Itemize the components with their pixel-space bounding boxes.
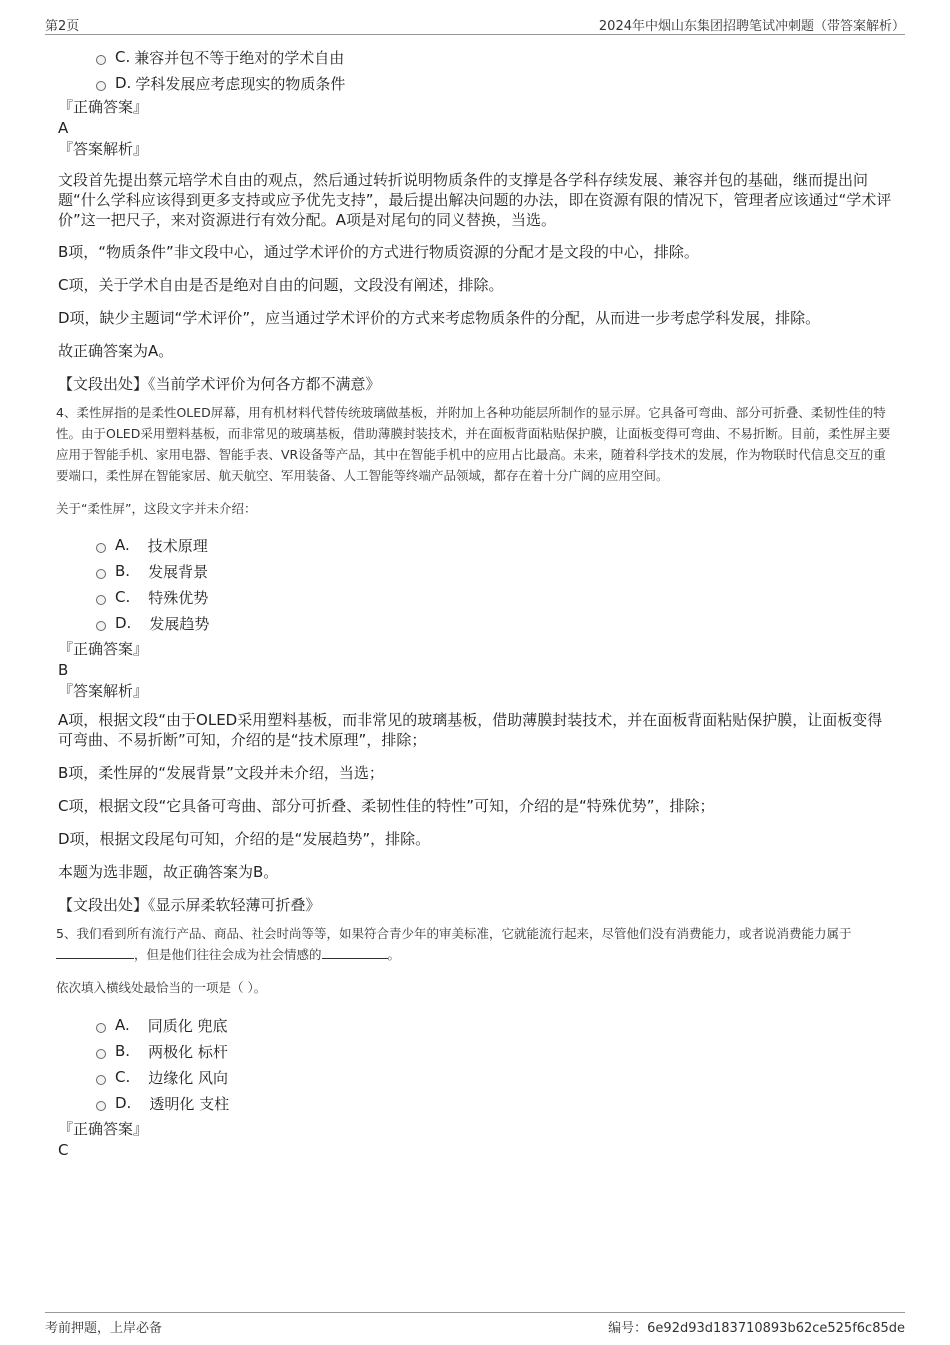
analysis-paragraph: C项，根据文段“它具备可弯曲、部分可折叠、柔韧性佳的特性”可知，介绍的是“特殊优势”，排除；	[58, 797, 715, 815]
option-b[interactable]: B. 发展背景	[96, 558, 896, 584]
option-a[interactable]: A. 技术原理	[96, 532, 896, 558]
correct-answer: A	[58, 119, 69, 137]
option-d[interactable]: D. 发展趋势	[96, 610, 896, 636]
source-citation: 【文段出处】《显示屏柔软轻薄可折叠》	[58, 896, 321, 914]
option-c[interactable]: C. 边缘化 风向	[96, 1064, 896, 1090]
option-b[interactable]: B. 两极化 标杆	[96, 1038, 896, 1064]
question-4	[56, 402, 896, 915]
radio-icon[interactable]	[96, 621, 106, 631]
analysis-paragraph: B项，柔性屏的“发展背景”文段并未介绍，当选；	[58, 764, 384, 782]
radio-icon[interactable]	[96, 543, 106, 553]
page-content	[56, 44, 896, 1160]
question-3	[56, 44, 896, 394]
option-c[interactable]: C. 兼容并包不等于绝对的学术自由	[96, 44, 896, 70]
analysis-paragraph: D项，根据文段尾句可知，介绍的是“发展趋势”，排除。	[58, 830, 431, 848]
analysis-paragraph: B项，“物质条件”非文段中心，通过学术评价的方式进行物质资源的分配才是文段的中心，排除。	[58, 243, 699, 261]
footer-slogan: 考前押题，上岸必备	[45, 1321, 163, 1336]
analysis-conclusion: 本题为选非题，故正确答案为B。	[58, 863, 279, 881]
question-prompt: 关于“柔性屏”，这段文字并未介绍：	[56, 501, 257, 516]
radio-icon[interactable]	[96, 81, 106, 91]
option-a[interactable]: A. 同质化 兜底	[96, 1012, 896, 1038]
question-prompt: 依次填入横线处最恰当的一项是（ ）。	[56, 980, 267, 995]
radio-icon[interactable]	[96, 595, 106, 605]
analysis-label: 『答案解析』	[58, 682, 149, 700]
question-5	[56, 923, 896, 1160]
radio-icon[interactable]	[96, 569, 106, 579]
analysis-paragraph: 文段首先提出蔡元培学术自由的观点，然后通过转折说明物质条件的支撑是各学科存续发展、兼容并包的基础，继而提出问题“什么学科应该得到更多支持或应予优先支持”，最后提出解决问题的办法，即在资源有限的情况下，管理者应该通过“学术评价”这一把尺子，来对资源进行有效分配。A项是对尾句的同义替换，当选。	[58, 171, 892, 229]
analysis-label: 『答案解析』	[58, 140, 149, 158]
correct-answer: B	[58, 661, 69, 679]
answer-label: 『正确答案』	[58, 98, 149, 116]
page-header	[45, 12, 905, 35]
radio-icon[interactable]	[96, 1075, 106, 1085]
option-c[interactable]: C. 特殊优势	[96, 584, 896, 610]
radio-icon[interactable]	[96, 1023, 106, 1033]
radio-icon[interactable]	[96, 1101, 106, 1111]
radio-icon[interactable]	[96, 1049, 106, 1059]
analysis-paragraph: A项，根据文段“由于OLED采用塑料基板，而非常见的玻璃基板，借助薄膜封装技术，并在面板背面粘贴保护膜，让面板变得可弯曲、不易折断”可知，介绍的是“技术原理”，排除；	[58, 711, 883, 749]
fill-blank-1[interactable]	[56, 945, 134, 959]
question-stem: 5、我们看到所有流行产品、商品、社会时尚等等，如果符合青少年的审美标准，它就能流行起来，尽管他们没有消费能力，或者说消费能力属于，但是他们往往会成为社会情感的 。	[56, 926, 852, 962]
option-d[interactable]: D. 学科发展应考虑现实的物质条件	[96, 70, 896, 96]
analysis-paragraph: C项，关于学术自由是否是绝对自由的问题，文段没有阐述，排除。	[58, 276, 504, 294]
document-title: 2024年中烟山东集团招聘笔试冲刺题（带答案解析）	[598, 19, 905, 34]
answer-label: 『正确答案』	[58, 640, 149, 658]
fill-blank-2[interactable]	[322, 945, 388, 959]
document-serial: 编号：6e92d93d183710893b62ce525f6c85de	[608, 1321, 905, 1336]
answer-label: 『正确答案』	[58, 1120, 149, 1138]
page-footer	[45, 1312, 905, 1337]
option-d[interactable]: D. 透明化 支柱	[96, 1090, 896, 1116]
radio-icon[interactable]	[96, 55, 106, 65]
page-number: 第2页	[45, 19, 80, 34]
question-stem: 4、柔性屏指的是柔性OLED屏幕，用有机材料代替传统玻璃做基板，并附加上各种功能层所制作的显示屏。它具备可弯曲、部分可折叠、柔韧性佳的特性。由于OLED采用塑料基板，而非常见的玻璃基板，借助薄膜封装技术，并在面板背面粘贴保护膜，让面板变得可弯曲、不易折断。目前，柔性屏主要应用于智能手机、家用电器、智能手表、VR设备等产品，其中在智能手机中的应用占比最高。未来，随着科学技术的发展，作为物联时代信息交互的重要端口，柔性屏在智能家居、航天航空、军用装备、人工智能等终端产品领域，都存在着十分广阔的应用空间。	[56, 405, 891, 483]
analysis-conclusion: 故正确答案为A。	[58, 342, 174, 360]
analysis-paragraph: D项，缺少主题词“学术评价”，应当通过学术评价的方式来考虑物质条件的分配，从而进一步考虑学科发展，排除。	[58, 309, 821, 327]
source-citation: 【文段出处】《当前学术评价为何各方都不满意》	[58, 375, 381, 393]
correct-answer: C	[58, 1141, 69, 1159]
